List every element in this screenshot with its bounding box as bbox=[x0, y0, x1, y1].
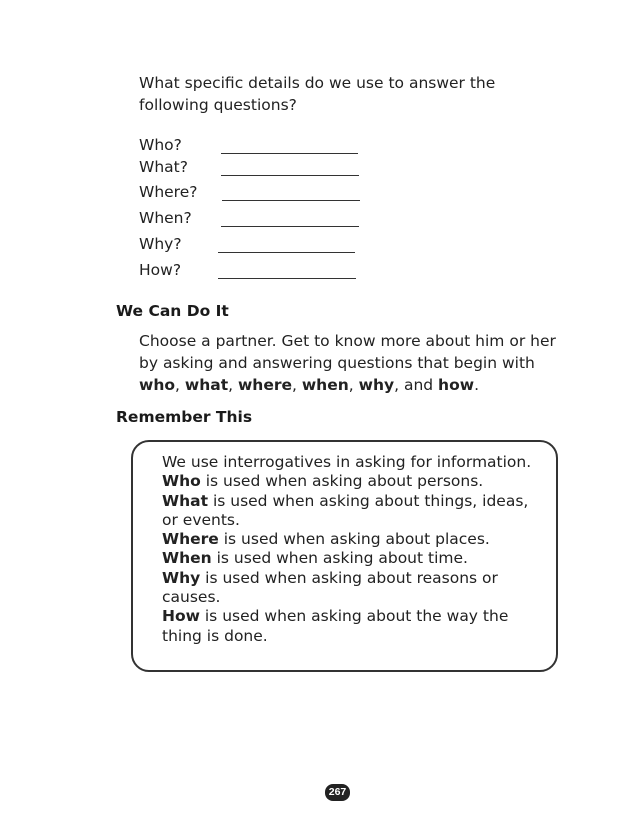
answer-blank[interactable] bbox=[221, 134, 358, 154]
answer-blank[interactable] bbox=[221, 207, 359, 227]
rule-keyword: Why bbox=[162, 568, 201, 587]
rule-text: is used when asking about places. bbox=[218, 530, 490, 549]
question-word: Why? bbox=[139, 235, 182, 253]
rule-why-cont: causes. bbox=[162, 588, 221, 607]
rule-what bbox=[162, 492, 557, 511]
separator: , bbox=[228, 376, 238, 394]
rule-text: is used when asking about time. bbox=[211, 549, 468, 568]
rule-how-cont: thing is done. bbox=[162, 626, 268, 645]
rule-why bbox=[162, 569, 557, 588]
answer-blank[interactable] bbox=[218, 233, 355, 253]
rule-keyword: Where bbox=[162, 530, 219, 549]
separator: , bbox=[175, 376, 185, 394]
separator: , and bbox=[394, 376, 439, 394]
question-row-when bbox=[139, 207, 192, 229]
keyword-how: how bbox=[438, 376, 475, 394]
rule-how bbox=[162, 607, 557, 626]
keyword-who: who bbox=[139, 376, 176, 394]
question-row-why bbox=[139, 233, 182, 255]
keyword-where: where bbox=[237, 376, 292, 394]
keyword-when: when bbox=[301, 376, 349, 394]
question-row-where bbox=[139, 181, 197, 203]
activity-text: Choose a partner. Get to know more about him or her by asking and answering questions that begin with bbox=[139, 332, 556, 372]
rule-keyword: What bbox=[162, 491, 209, 510]
rule-text: is used when asking about things, ideas, bbox=[208, 491, 529, 510]
rule-keyword: How bbox=[162, 607, 200, 626]
section-heading-remember-this: Remember This bbox=[116, 408, 253, 426]
answer-blank[interactable] bbox=[221, 156, 359, 176]
instruction-text: What specific details do we use to answer the following questions? bbox=[139, 74, 496, 114]
keyword-why: why bbox=[358, 376, 395, 394]
keyword-what: what bbox=[184, 376, 229, 394]
question-row-how bbox=[139, 259, 181, 281]
answer-blank[interactable] bbox=[222, 181, 360, 201]
page-number: 267 bbox=[325, 784, 350, 801]
separator: , bbox=[292, 376, 302, 394]
answer-blank[interactable] bbox=[218, 259, 356, 279]
remember-intro: We use interrogatives in asking for information. bbox=[162, 453, 532, 471]
sentence-end: . bbox=[474, 376, 479, 394]
rule-keyword: When bbox=[162, 549, 212, 568]
rule-what-cont: or events. bbox=[162, 510, 240, 529]
separator: , bbox=[348, 376, 359, 394]
remember-box-text bbox=[162, 453, 557, 646]
question-word: What? bbox=[139, 158, 188, 176]
question-word: How? bbox=[139, 261, 182, 279]
rule-text: is used when asking about reasons or bbox=[200, 568, 498, 587]
question-word: Who? bbox=[139, 136, 182, 154]
section-heading-we-can-do-it: We Can Do It bbox=[116, 302, 229, 320]
question-row-what bbox=[139, 156, 188, 178]
rule-text: is used when asking about the way the bbox=[199, 607, 509, 626]
rule-when bbox=[162, 549, 557, 568]
question-word: When? bbox=[139, 209, 192, 227]
question-row-who bbox=[139, 134, 182, 156]
rule-where bbox=[162, 530, 557, 549]
partner-activity-text bbox=[139, 330, 579, 396]
rule-text: is used when asking about persons. bbox=[200, 472, 484, 491]
question-word: Where? bbox=[139, 183, 198, 201]
rule-keyword: Who bbox=[162, 472, 201, 491]
rule-who bbox=[162, 472, 557, 491]
